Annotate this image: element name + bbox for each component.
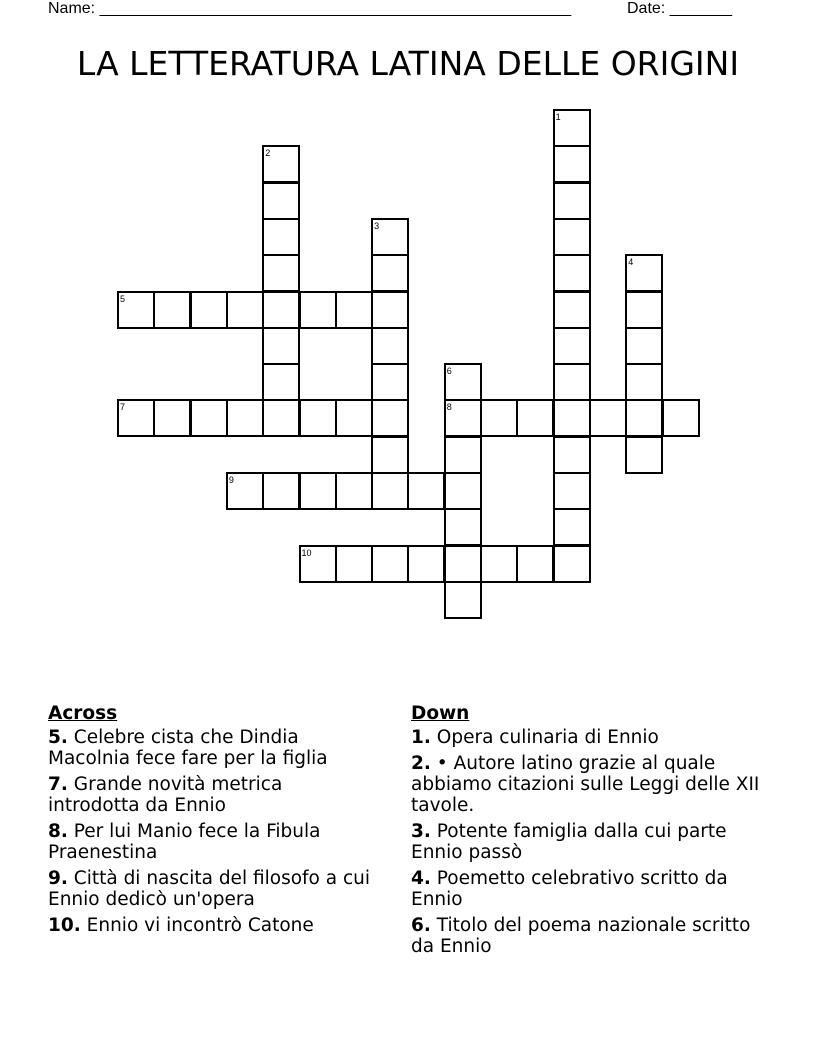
grid-cell[interactable] (553, 145, 591, 183)
grid-cell[interactable] (553, 545, 591, 583)
grid-cell[interactable] (625, 291, 663, 329)
clue-across-5 (48, 727, 378, 769)
grid-cell[interactable] (553, 327, 591, 365)
grid-cell[interactable] (153, 399, 191, 437)
clue-down-2 (411, 753, 761, 816)
grid-cell[interactable] (553, 508, 591, 546)
grid-cell[interactable] (299, 399, 337, 437)
clue-number-label: 9 (228, 475, 234, 485)
grid-cell[interactable] (299, 472, 337, 510)
clue-down-6 (411, 915, 761, 957)
grid-cell[interactable] (407, 472, 445, 510)
down-clues (411, 703, 761, 962)
clue-text: Potente famiglia dalla cui parte Ennio passò (411, 821, 727, 863)
grid-cell[interactable] (553, 472, 591, 510)
grid-cell[interactable] (262, 472, 300, 510)
grid-cell[interactable] (335, 399, 373, 437)
grid-cell[interactable] (262, 254, 300, 292)
grid-cell[interactable] (480, 545, 518, 583)
grid-cell[interactable] (153, 291, 191, 329)
grid-cell[interactable] (371, 545, 409, 583)
grid-cell[interactable] (335, 545, 373, 583)
grid-cell[interactable] (625, 363, 663, 401)
grid-cell[interactable] (625, 327, 663, 365)
clue-number-label: 10 (301, 547, 312, 558)
clue-number: 1. (411, 727, 431, 748)
page-title: LA LETTERATURA LATINA DELLE ORIGINI (76, 44, 740, 83)
grid-cell[interactable] (516, 545, 554, 583)
grid-cell[interactable] (190, 291, 228, 329)
clue-number-label: 7 (120, 402, 126, 413)
clue-number: 4. (411, 868, 431, 889)
clue-across-10 (48, 915, 378, 936)
grid-cell[interactable] (480, 399, 518, 437)
grid-cell[interactable] (444, 472, 482, 510)
grid-cell[interactable] (444, 436, 482, 474)
grid-cell[interactable] (226, 399, 264, 437)
clue-across-7 (48, 774, 378, 816)
clue-number-label: 5 (120, 293, 126, 304)
grid-cell[interactable] (625, 399, 663, 437)
clue-text: Opera culinaria di Ennio (430, 727, 659, 748)
grid-cell[interactable] (262, 182, 300, 220)
grid-cell[interactable] (371, 436, 409, 474)
clue-number: 7. (48, 774, 68, 795)
grid-cell[interactable] (262, 399, 300, 437)
grid-cell[interactable] (553, 291, 591, 329)
clue-down-3 (411, 821, 761, 863)
down-heading: Down (411, 703, 470, 724)
grid-cell[interactable] (371, 472, 409, 510)
clue-number-label: 6 (446, 366, 452, 377)
grid-cell[interactable] (516, 399, 554, 437)
grid-cell[interactable] (553, 254, 591, 292)
grid-cell[interactable] (553, 363, 591, 401)
clue-number-label: 4 (628, 257, 634, 268)
clue-down-1 (411, 727, 761, 748)
grid-cell[interactable] (262, 327, 300, 365)
grid-cell[interactable] (226, 291, 264, 329)
grid-cell[interactable] (371, 327, 409, 365)
clue-text: Celebre cista che Dindia Macolnia fece fare per la figlia (48, 727, 328, 769)
clue-number: 8. (48, 821, 68, 842)
grid-cell[interactable] (625, 436, 663, 474)
grid-cell[interactable] (553, 182, 591, 220)
grid-cell[interactable] (444, 581, 482, 619)
clue-text: Poemetto celebrativo scritto da Ennio (411, 868, 728, 910)
clue-number: 2. (411, 753, 431, 774)
across-clues (48, 703, 378, 941)
clue-number: 10. (48, 915, 81, 936)
name-line: Name: _____________________________________________________ (48, 0, 572, 17)
clue-text: Grande novità metrica introdotta da Ennio (48, 774, 283, 816)
clue-text: Città di nascita del filosofo a cui Ennio dedicò un'opera (48, 868, 370, 910)
clue-number: 9. (48, 868, 68, 889)
grid-cell[interactable] (371, 363, 409, 401)
grid-cell[interactable] (444, 508, 482, 546)
clue-number-label: 8 (446, 402, 452, 413)
clue-across-8 (48, 821, 378, 863)
grid-cell[interactable] (335, 291, 373, 329)
grid-cell[interactable] (553, 218, 591, 256)
clue-text: • Autore latino grazie al quale abbiamo citazioni sulle Leggi delle XII tavole. (411, 753, 760, 816)
grid-cell[interactable] (371, 254, 409, 292)
grid-cell[interactable] (553, 399, 591, 437)
clue-number: 3. (411, 821, 431, 842)
clue-down-4 (411, 868, 761, 910)
grid-cell[interactable] (262, 363, 300, 401)
clue-text: Per lui Manio fece la Fibula Praenestina (48, 821, 321, 863)
clue-number: 6. (411, 915, 431, 936)
grid-cell[interactable] (407, 545, 445, 583)
clue-number-label: 3 (374, 220, 380, 231)
grid-cell[interactable] (262, 218, 300, 256)
grid-cell[interactable] (371, 291, 409, 329)
grid-cell[interactable] (553, 436, 591, 474)
clue-number-label: 2 (265, 148, 271, 159)
grid-cell[interactable] (444, 545, 482, 583)
clue-number: 5. (48, 727, 68, 748)
grid-cell[interactable] (190, 399, 228, 437)
clue-number-label: 1 (555, 112, 561, 122)
grid-cell[interactable] (589, 399, 627, 437)
grid-cell[interactable] (335, 472, 373, 510)
grid-cell[interactable] (371, 399, 409, 437)
grid-cell[interactable] (299, 291, 337, 329)
clue-text: Ennio vi incontrò Catone (80, 915, 314, 936)
grid-cell[interactable] (262, 291, 300, 329)
clue-text: Titolo del poema nazionale scritto da Ennio (411, 915, 751, 957)
date-line: Date: _______ (627, 0, 732, 17)
across-heading: Across (48, 703, 118, 724)
clue-across-9 (48, 868, 378, 910)
grid-cell[interactable] (662, 399, 700, 437)
